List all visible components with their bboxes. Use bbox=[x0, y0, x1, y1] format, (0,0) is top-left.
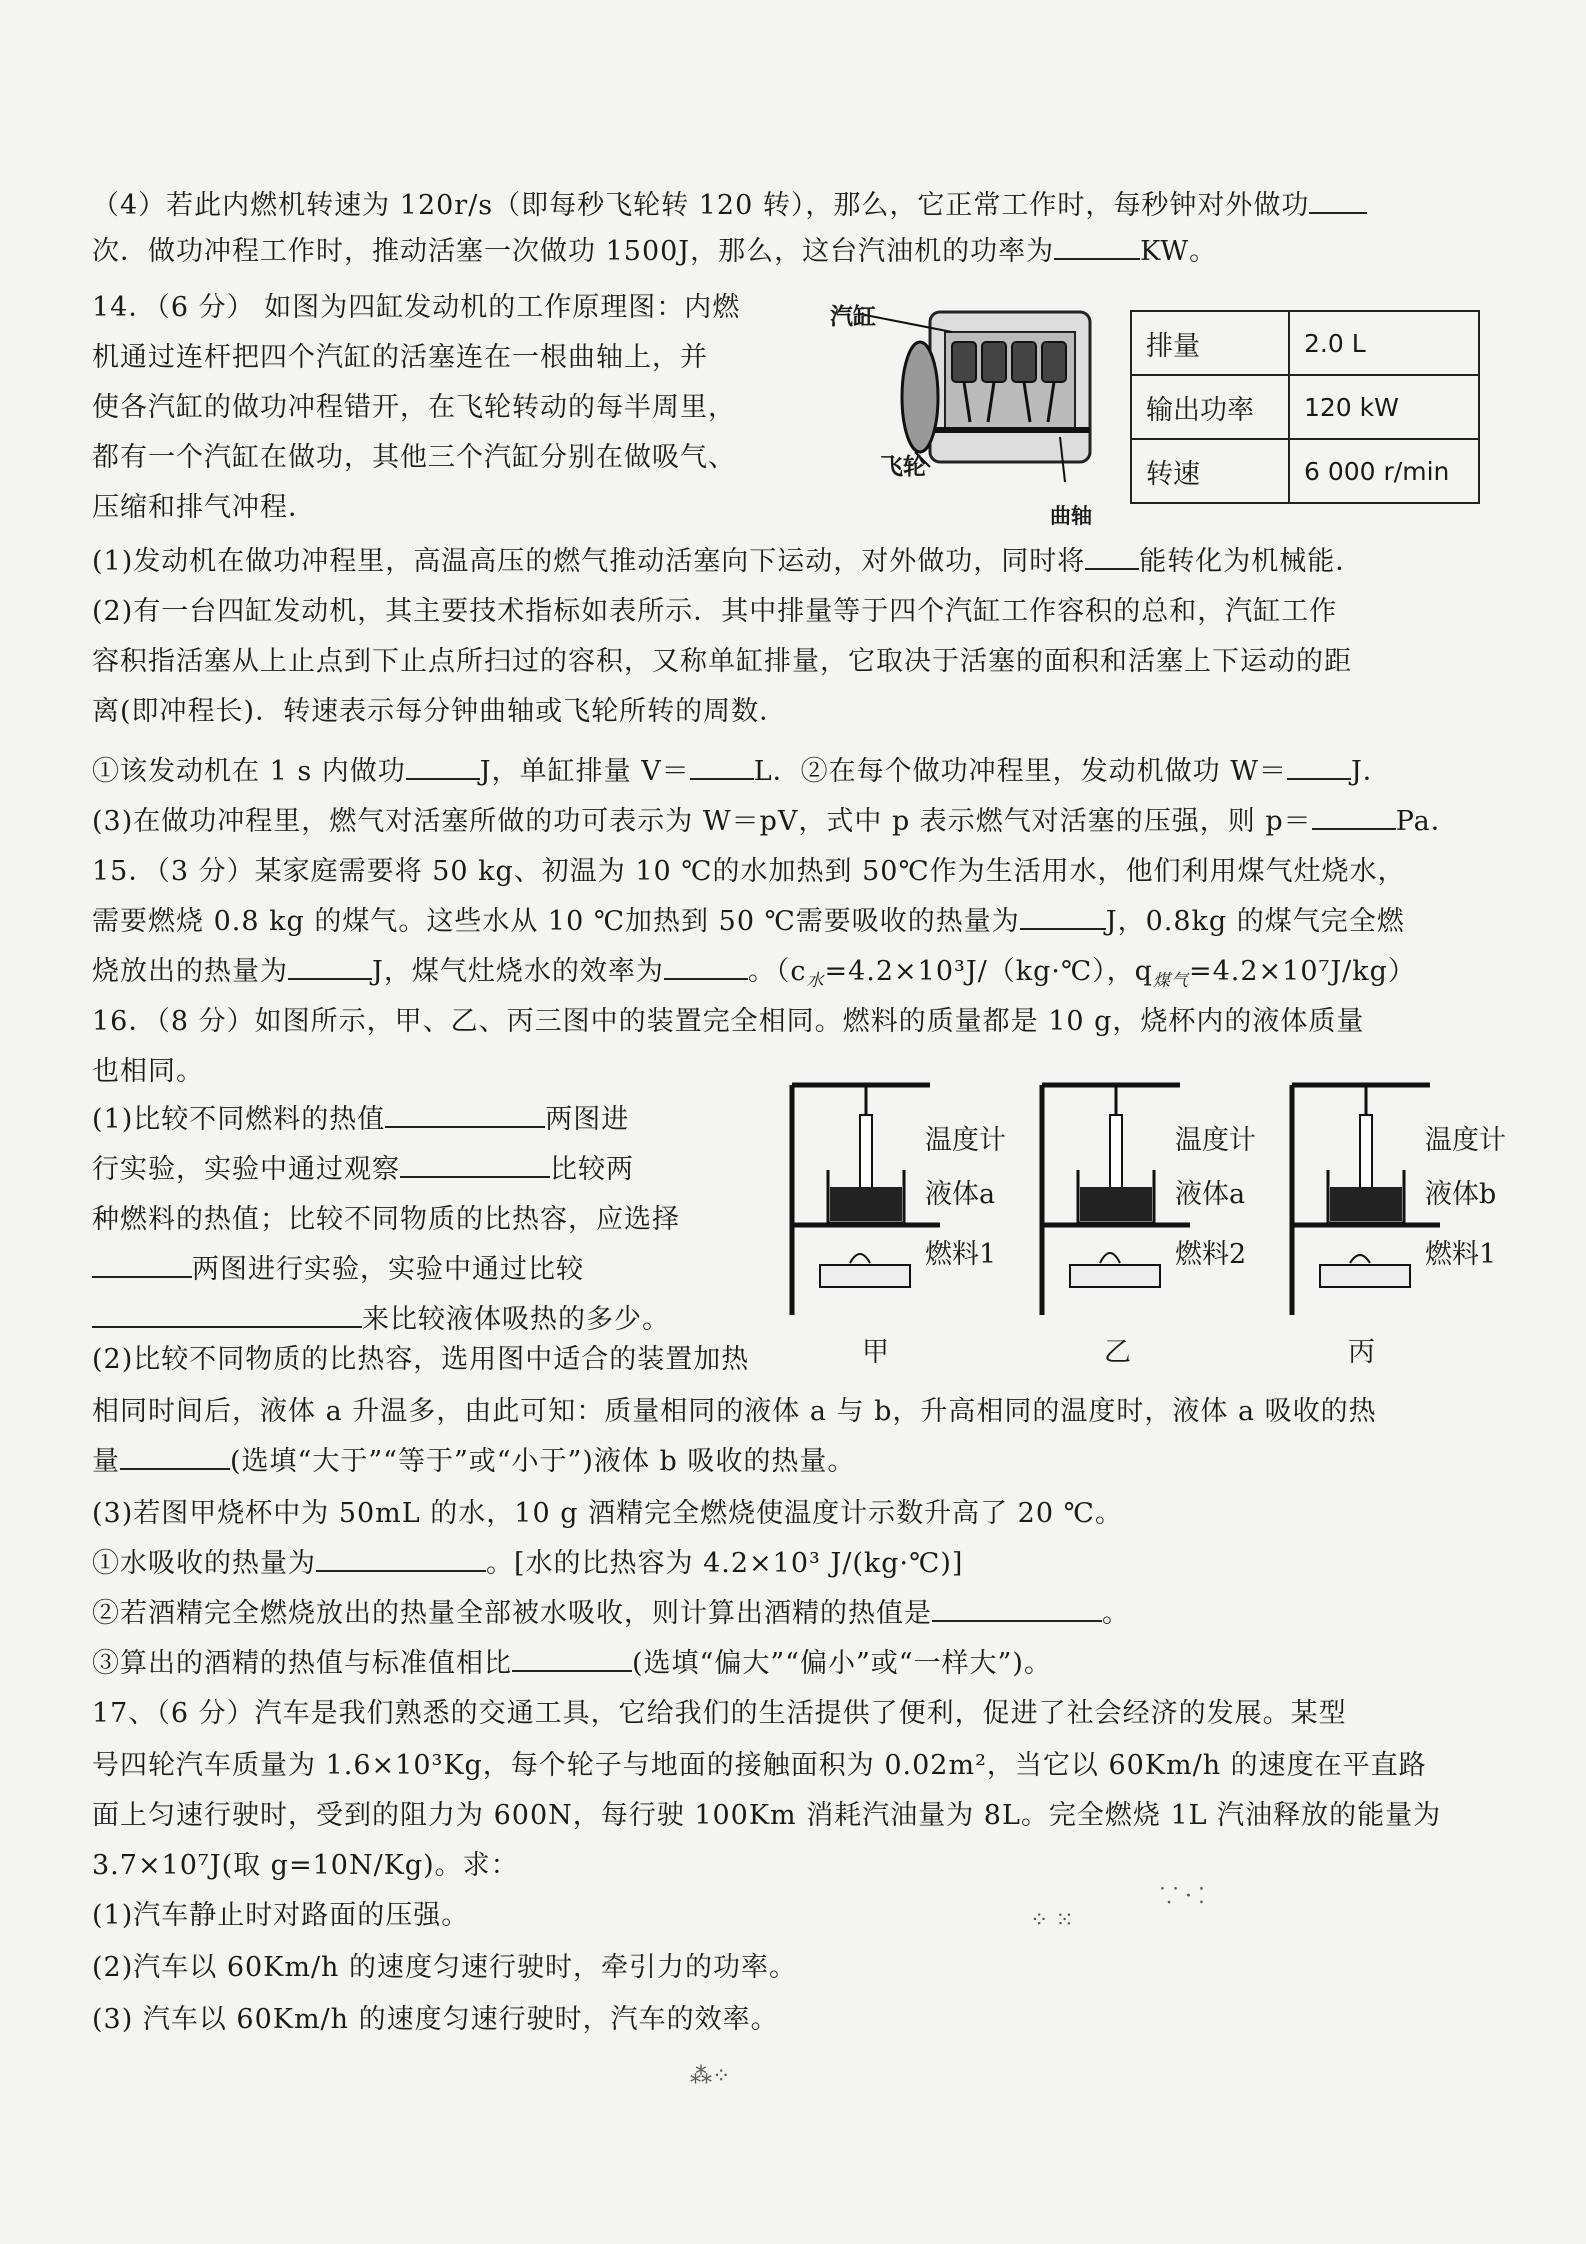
q13-text-1: （4）若此内燃机转速为 120r/s（即每秒飞轮转 120 转），那么，它正常工作时，每秒钟对外做功 bbox=[92, 190, 1310, 221]
q16-s1-g-text: 来比较液体吸热的多少。 bbox=[362, 1304, 670, 1335]
q14-intro-2: 机通过连杆把四个汽缸的活塞连在一根曲轴上，并 bbox=[92, 342, 708, 373]
spec-value: 120 kW bbox=[1289, 375, 1479, 439]
liquid-label: 液体a bbox=[925, 1179, 996, 1210]
q17-line-6: (2)汽车以 60Km/h 的速度匀速行驶时，牵引力的功率。 bbox=[92, 1952, 798, 1983]
q14-intro-3: 使各汽缸的做功冲程错开，在飞轮转动的每半周里， bbox=[92, 392, 736, 423]
q17-line-3: 面上匀速行驶时，受到的阻力为 600N，每行驶 100Km 消耗汽油量为 8L。完全燃烧 1L 汽油释放的能量为 bbox=[92, 1800, 1442, 1831]
q14-p3-c: L．②在每个做功冲程里，发动机做功 W＝ bbox=[753, 756, 1287, 787]
q14-p1-text: (1)发动机在做功冲程里，高温高压的燃气推动活塞向下运动，对外做功，同时将 bbox=[92, 546, 1086, 577]
scan-smudge: ⁘ ⁙ bbox=[1030, 1908, 1074, 1933]
q15-line-3 bbox=[92, 952, 1416, 1001]
q13-line-1 bbox=[92, 186, 1367, 226]
q14-intro-5: 压缩和排气冲程． bbox=[92, 492, 316, 523]
q16-line-1: 16．（8 分）如图所示，甲、乙、丙三图中的装置完全相同。燃料的质量都是 10 g，烧杯内的液体质量 bbox=[92, 1006, 1365, 1037]
q17-line-4: 3.7×10⁷J(取 g=10N/Kg)。求： bbox=[92, 1850, 519, 1881]
apparatus-yi bbox=[1042, 1085, 1190, 1315]
q16-line-2: 也相同。 bbox=[92, 1056, 204, 1087]
q16-s1-e: 种燃料的热值；比较不同物质的比热容，应选择 bbox=[92, 1204, 680, 1235]
apparatus-figures bbox=[780, 1075, 1500, 1335]
blank[interactable] bbox=[1312, 802, 1396, 830]
blank[interactable] bbox=[92, 1300, 362, 1328]
q17-line-7: (3) 汽车以 60Km/h 的速度匀速行驶时，汽车的效率。 bbox=[92, 2004, 779, 2035]
blank[interactable] bbox=[400, 1150, 550, 1178]
q16-s1-b bbox=[92, 1150, 634, 1190]
q14-p3-b: J，单缸排量 V＝ bbox=[479, 756, 690, 787]
q14-p4-a: (3)在做功冲程里，燃气对活塞所做的功可表示为 W＝pV，式中 p 表示燃气对活塞的压强，则 p＝ bbox=[92, 806, 1312, 837]
q16-s2-c bbox=[92, 1442, 855, 1482]
q16-s3-2 bbox=[92, 1594, 1130, 1634]
q14-p4 bbox=[92, 802, 1459, 842]
q17-line-2: 号四轮汽车质量为 1.6×10³Kg，每个轮子与地面的接触面积为 0.02m²，当它以 60Km/h 的速度在平直路 bbox=[92, 1750, 1427, 1781]
fuel-label: 燃料2 bbox=[1175, 1239, 1247, 1270]
q15-line-1: 15．（3 分）某家庭需要将 50 kg、初温为 10 ℃的水加热到 50℃作为生活用水，他们利用煤气灶烧水， bbox=[92, 856, 1406, 887]
blank[interactable] bbox=[92, 1250, 192, 1278]
q16-s3-2-tail: 。 bbox=[1102, 1598, 1130, 1629]
spec-key: 输出功率 bbox=[1131, 375, 1289, 439]
q16-s3-2-text: ②若酒精完全燃烧放出的热量全部被水吸收，则计算出酒精的热值是 bbox=[92, 1598, 932, 1629]
q14-p2-a: (2)有一台四缸发动机，其主要技术指标如表所示．其中排量等于四个汽缸工作容积的总和，汽缸工作 bbox=[92, 596, 1338, 627]
table-row bbox=[1131, 439, 1479, 503]
blank[interactable] bbox=[1020, 902, 1106, 930]
spec-value: 2.0 L bbox=[1289, 311, 1479, 375]
q14-p1-tail: 能转化为机械能． bbox=[1139, 546, 1364, 577]
q15-text-2a: 需要燃烧 0.8 kg 的煤气。这些水从 10 ℃加热到 50 ℃需要吸收的热量为 bbox=[92, 906, 1020, 937]
subscript-water: 水 bbox=[806, 971, 825, 991]
q15-text-3g: =4.2×10⁷J/kg） bbox=[1188, 956, 1416, 987]
q15-text-3c: 。（c bbox=[747, 956, 807, 987]
cylinder-label: 汽缸 bbox=[830, 303, 876, 330]
q17-line-1: 17、（6 分）汽车是我们熟悉的交通工具，它给我们的生活提供了便利，促进了社会经济的发展。某型 bbox=[92, 1698, 1347, 1729]
q16-s1-c-text: 行实验，实验中通过观察 bbox=[92, 1154, 400, 1185]
liquid-label: 液体a bbox=[1175, 1179, 1246, 1210]
blank[interactable] bbox=[316, 1544, 486, 1572]
blank[interactable] bbox=[1085, 542, 1139, 570]
blank[interactable] bbox=[932, 1594, 1102, 1622]
q16-s1-a-text: (1)比较不同燃料的热值 bbox=[92, 1104, 386, 1135]
fuel-label: 燃料1 bbox=[925, 1239, 997, 1270]
q16-s3: (3)若图甲烧杯中为 50mL 的水，10 g 酒精完全燃烧使温度计示数升高了 20 ℃。 bbox=[92, 1498, 1123, 1529]
q14-p1 bbox=[92, 542, 1363, 582]
q15-line-2 bbox=[92, 902, 1405, 942]
q14-intro-4: 都有一个汽缸在做功，其他三个汽缸分别在做吸气、 bbox=[92, 442, 736, 473]
spec-key: 排量 bbox=[1131, 311, 1289, 375]
crankshaft-label: 曲轴 bbox=[1050, 503, 1092, 528]
q15-text-3a: 烧放出的热量为 bbox=[92, 956, 288, 987]
blank[interactable] bbox=[1054, 232, 1140, 260]
subscript-gas: 煤气 bbox=[1152, 971, 1189, 991]
blank[interactable] bbox=[1287, 752, 1351, 780]
liquid-label: 液体b bbox=[1425, 1179, 1497, 1210]
apparatus-bing bbox=[1292, 1085, 1440, 1315]
apparatus-jia bbox=[792, 1085, 940, 1315]
q16-s1-g bbox=[92, 1300, 670, 1340]
blank[interactable] bbox=[512, 1644, 632, 1672]
q16-s1-d-text: 比较两 bbox=[550, 1154, 634, 1185]
q16-s3-3-text: ③算出的酒精的热值与标准值相比 bbox=[92, 1648, 512, 1679]
q14-p2-c: 离(即冲程长)．转速表示每分钟曲轴或飞轮所转的周数． bbox=[92, 696, 788, 727]
blank[interactable] bbox=[1309, 186, 1367, 214]
q16-s2-a: (2)比较不同物质的比热容，选用图中适合的装置加热 bbox=[92, 1344, 750, 1375]
blank[interactable] bbox=[664, 952, 748, 980]
scan-smudge: ⁂⁘ bbox=[690, 2064, 731, 2089]
blank[interactable] bbox=[690, 752, 754, 780]
figure-caption-jia: 甲 bbox=[862, 1337, 889, 1368]
q15-text-3e: =4.2×10³J/（kg·℃），q bbox=[824, 956, 1153, 987]
q16-s3-3-tail: (选填“偏大”“偏小”或“一样大”)。 bbox=[632, 1648, 1052, 1679]
q16-s3-1-tail: 。[水的比热容为 4.2×10³ J/(kg·℃)] bbox=[486, 1548, 964, 1579]
q13-unit: KW。 bbox=[1140, 236, 1218, 267]
flywheel-label: 飞轮 bbox=[880, 453, 926, 480]
q16-s2-c-text: 量 bbox=[92, 1446, 120, 1477]
q16-s3-3 bbox=[92, 1644, 1052, 1684]
table-row bbox=[1131, 311, 1479, 375]
thermometer-label: 温度计 bbox=[925, 1125, 1006, 1156]
q14-p3-a: ①该发动机在 1 s 内做功 bbox=[92, 756, 406, 787]
q16-s1-b-text: 两图进 bbox=[545, 1104, 630, 1135]
q15-text-2b: J，0.8kg 的煤气完全燃 bbox=[1105, 906, 1405, 937]
scan-smudge: ⸪ · ⁚ bbox=[1160, 1884, 1204, 1909]
engine-spec-table bbox=[1130, 310, 1480, 504]
blank[interactable] bbox=[406, 752, 480, 780]
q16-s3-1-text: ①水吸收的热量为 bbox=[92, 1548, 316, 1579]
q16-s1-f-text: 两图进行实验，实验中通过比较 bbox=[192, 1254, 584, 1285]
q16-s1-f bbox=[92, 1250, 584, 1290]
thermometer-label: 温度计 bbox=[1175, 1125, 1256, 1156]
q14-p3 bbox=[92, 752, 1391, 792]
table-row bbox=[1131, 375, 1479, 439]
spec-key: 转速 bbox=[1131, 439, 1289, 503]
spec-value: 6 000 r/min bbox=[1289, 439, 1479, 503]
q16-s3-1 bbox=[92, 1544, 963, 1584]
figure-caption-yi: 乙 bbox=[1104, 1337, 1131, 1368]
thermometer-label: 温度计 bbox=[1425, 1125, 1506, 1156]
q16-s2-b: 相同时间后，液体 a 升温多，由此可知：质量相同的液体 a 与 b，升高相同的温度时，液体 a 吸收的热 bbox=[92, 1396, 1377, 1427]
q17-line-5: (1)汽车静止时对路面的压强。 bbox=[92, 1900, 470, 1931]
q13-text-2: 次．做功冲程工作时，推动活塞一次做功 1500J，那么，这台汽油机的功率为 bbox=[92, 236, 1055, 267]
q14-p3-d: J． bbox=[1350, 756, 1391, 787]
q13-line-2 bbox=[92, 232, 1217, 272]
q14-intro-1: 14．（6 分） 如图为四缸发动机的工作原理图：内燃 bbox=[92, 292, 741, 323]
blank[interactable] bbox=[120, 1442, 230, 1470]
blank[interactable] bbox=[385, 1100, 545, 1128]
q16-s1-a bbox=[92, 1100, 629, 1140]
q16-s2-d-text: (选填“大于”“等于”或“小于”)液体 b 吸收的热量。 bbox=[230, 1446, 856, 1477]
fuel-label: 燃料1 bbox=[1425, 1239, 1497, 1270]
q15-text-3b: J，煤气灶烧水的效率为 bbox=[372, 956, 664, 987]
q14-p4-b: Pa． bbox=[1395, 806, 1459, 837]
figure-caption-bing: 丙 bbox=[1348, 1337, 1375, 1368]
blank[interactable] bbox=[288, 952, 372, 980]
q14-p2-b: 容积指活塞从上止点到下止点所扫过的容积，又称单缸排量，它取决于活塞的面积和活塞上下运动的距 bbox=[92, 646, 1352, 677]
